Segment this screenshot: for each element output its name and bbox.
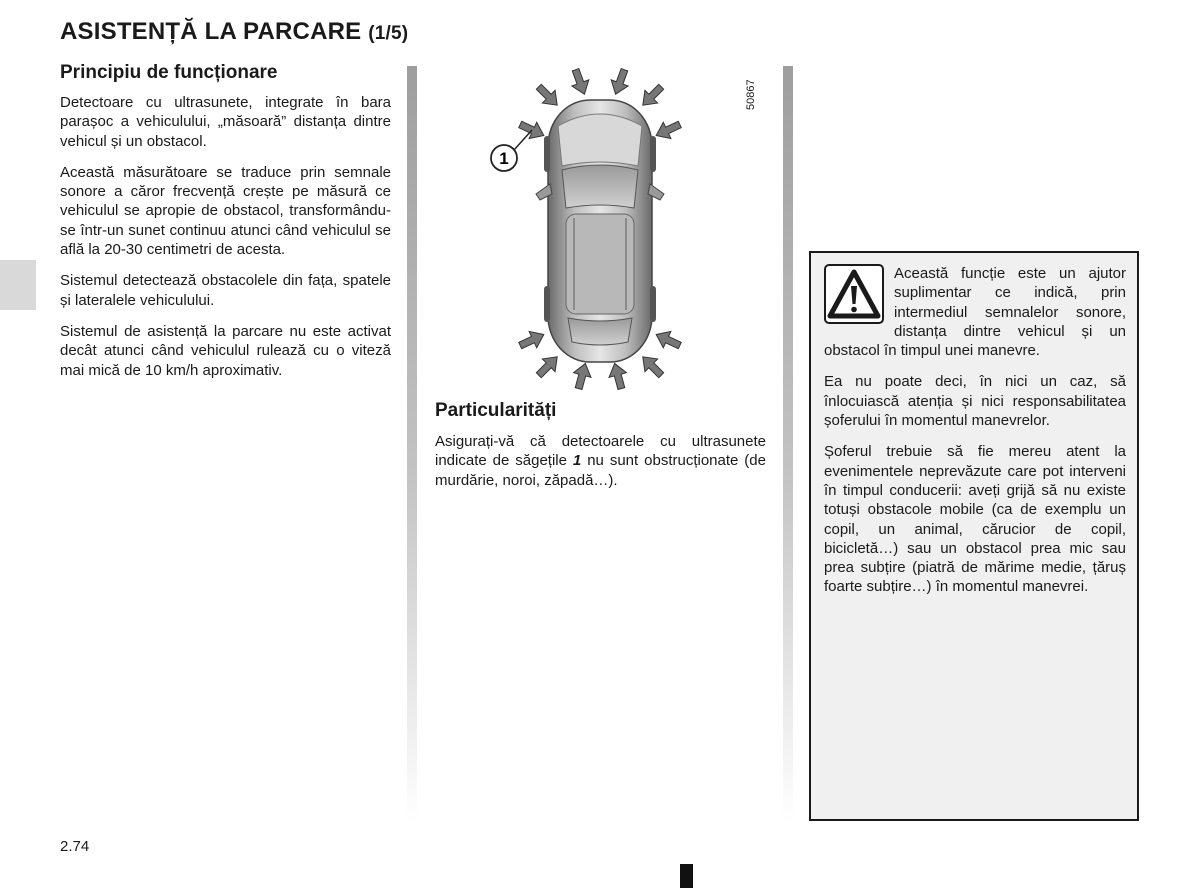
- page-number: 2.74: [60, 838, 90, 855]
- principle-section: [60, 62, 391, 392]
- car-top-view-illustration: [470, 66, 780, 392]
- page-title-main: ASISTENȚĂ LA PARCARE: [60, 18, 362, 45]
- page-title-part: (1/5): [368, 23, 409, 44]
- particularities-text: nu sunt obstrucționate (de murdărie, noroi, zăpadă…).: [435, 452, 766, 489]
- arrow-reference: 1: [572, 452, 582, 470]
- warning-box: [809, 251, 1139, 821]
- warning-triangle-icon: [824, 264, 884, 324]
- warning-paragraph: Această funcție este un ajutor suplimentar ce indică, prin intermediul semnalelor sonore, distanța dintre vehicul și un obstacol în timpul unei manevre.: [824, 265, 1126, 360]
- particularities-text: Asigurați-vă că detectoarele cu ultrasunete indicate de săgețile: [435, 433, 766, 470]
- particularities-heading: Particularități: [435, 400, 557, 421]
- column-divider: [783, 66, 793, 822]
- parking-sensor-figure: [470, 66, 780, 392]
- principle-heading: Principiu de funcționare: [60, 62, 278, 83]
- column-divider: [407, 66, 417, 822]
- principle-paragraph: Sistemul detectează obstacolele din fața, spatele și lateralele vehiculului.: [60, 272, 391, 309]
- page-title: [60, 18, 408, 46]
- warning-paragraph: Ea nu poate deci, în nici un caz, să înlocuiască atenția și nici responsabilitatea șoferului în momentul manevrelor.: [824, 373, 1126, 430]
- principle-paragraph: Detectoare cu ultrasunete, integrate în bara parașoc a vehiculului, „măsoară” distanța dintre vehicul și un obstacol.: [60, 94, 391, 150]
- page-edge-marker: [680, 864, 693, 888]
- figure-callout: 1: [499, 149, 509, 168]
- warning-paragraph: Șoferul trebuie să fie mereu atent la evenimentele neprevăzute care pot interveni în timpul conducerii: aveți grijă să nu existe totuși obstacole mobile (ca de exemplu un copil, un animal, cărucior de copil, bicicletă…) sau un obstacol prea mic sau prea subțire (piatră de mărime medie, țăruș foarte subțire…) în momentul manevrei.: [824, 443, 1126, 596]
- particularities-paragraph: [435, 432, 766, 490]
- figure-code: 50867: [745, 79, 757, 110]
- particularities-section: [435, 400, 766, 502]
- chapter-tab: [0, 260, 36, 310]
- principle-paragraph: Sistemul de asistență la parcare nu este activat decât atunci când vehiculul rulează cu o viteză mai mică de 10 km/h aproximativ.: [60, 322, 391, 379]
- principle-paragraph: Această măsurătoare se traduce prin semnale sonore a căror frecvență crește pe măsură ce vehiculul se apropie de obstacol, transformându-se într-un sunet continuu atunci când vehiculul se află la 20-30 centimetri de acesta.: [60, 163, 391, 259]
